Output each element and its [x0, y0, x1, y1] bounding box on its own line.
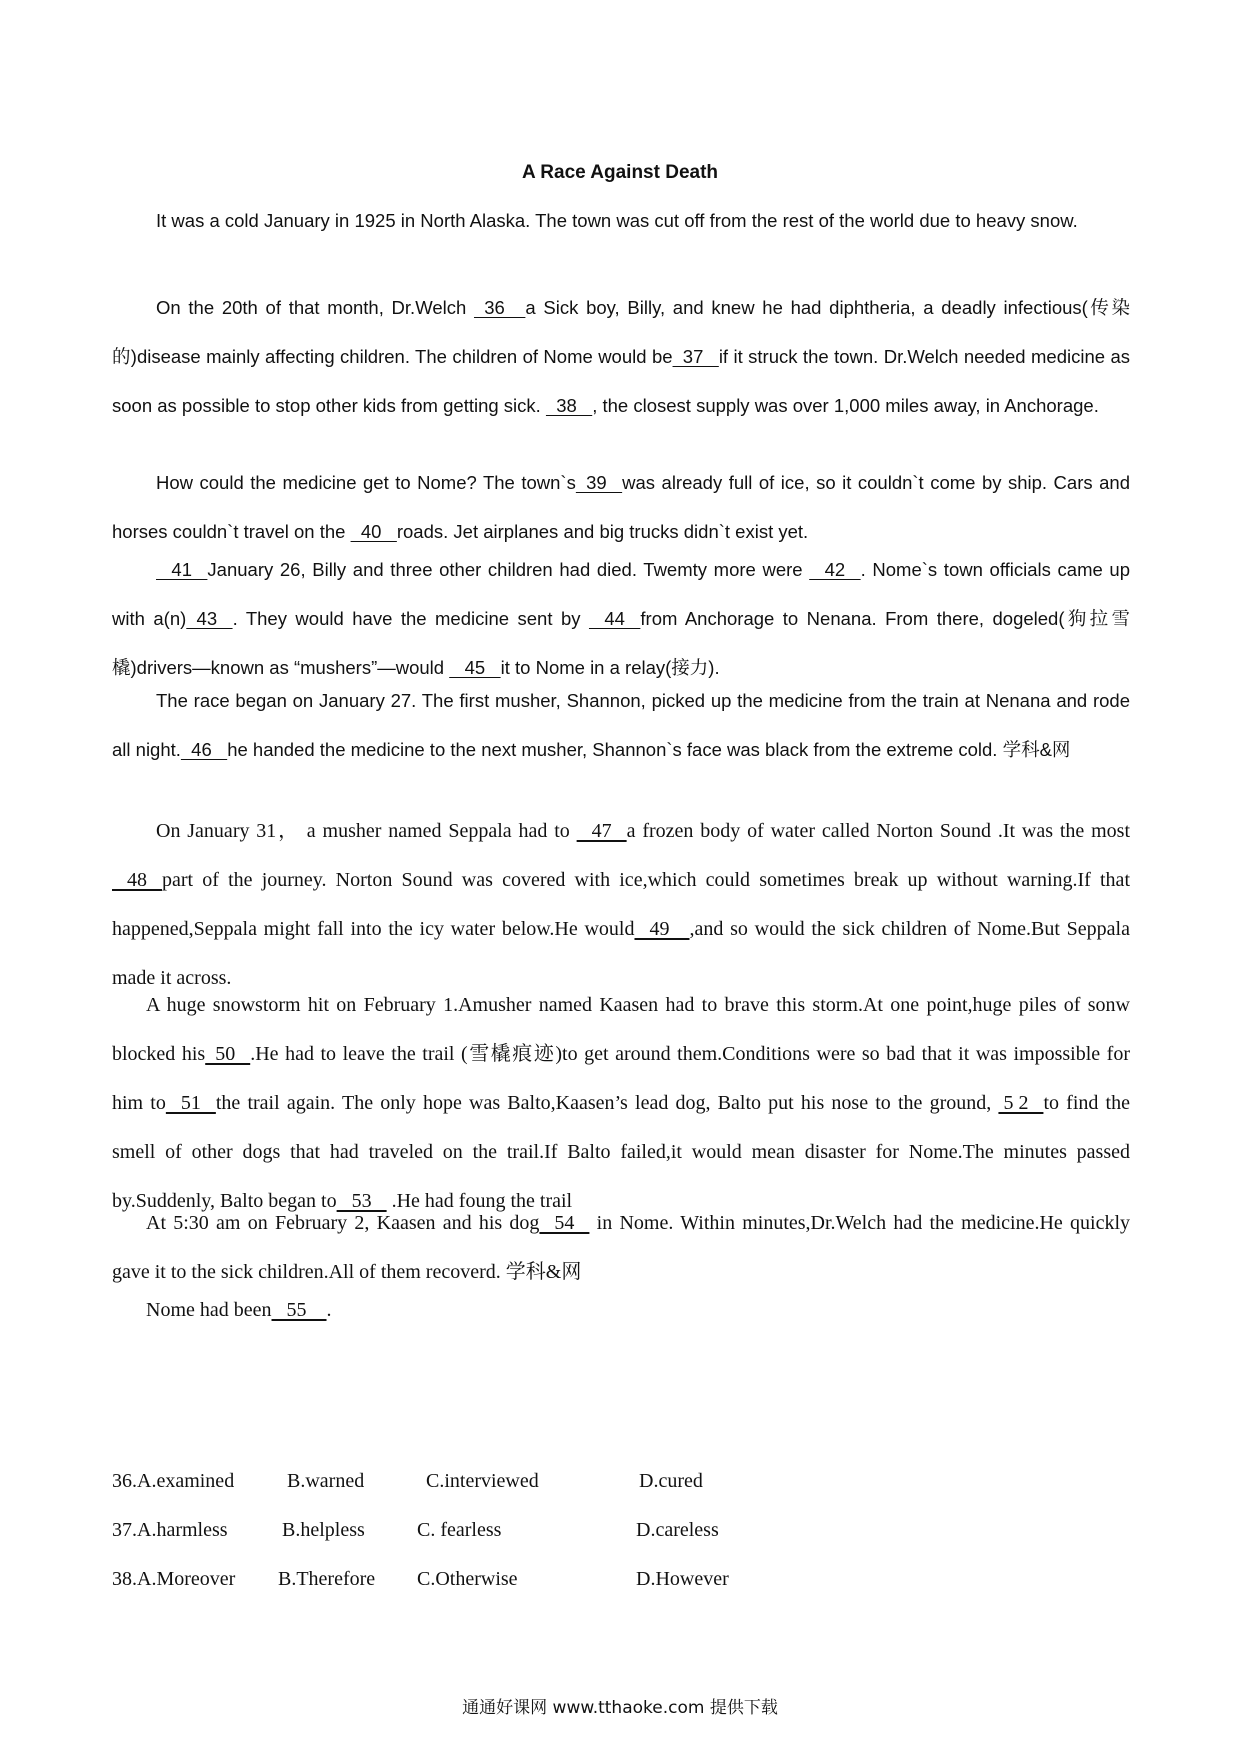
paragraph-text: if it struck the town. Dr.Welch needed medicine as soon as possible to stop other kids from getting sick. — [112, 346, 1130, 416]
paragraph-7 — [112, 981, 1130, 1226]
blank-52: 5 2 — [998, 1092, 1044, 1114]
paragraph-text: he handed the medicine to the next musher, Shannon`s face was black from the extreme cold. 学科&网 — [227, 739, 1071, 760]
paragraph-text: . Nome`s town officials came up with a(n) — [112, 559, 1130, 629]
paragraph-text: to find the smell of other dogs that had traveled on the trail.If Balto failed,it would mean disaster for Nome.The minutes passed by.Suddenly, Balto began to — [112, 1092, 1130, 1212]
option-d: D.cured — [639, 1470, 703, 1492]
page-footer: 通通好课网 www.tthaoke.com 提供下载 — [462, 1698, 778, 1718]
blank-43: 43 — [186, 608, 233, 629]
paragraph-text: .He had foung the trail — [386, 1190, 573, 1212]
paragraph-8 — [112, 1199, 1130, 1297]
option-d: D.However — [636, 1568, 729, 1590]
paragraph-1 — [112, 196, 1130, 245]
option-a: 36.A.examined — [112, 1470, 235, 1492]
paragraph-text: it to Nome in a relay(接力). — [500, 657, 720, 678]
blank-50: 50 — [205, 1043, 251, 1065]
question-36-options — [112, 1470, 1112, 1500]
blank-45: 45 — [449, 657, 501, 678]
blank-46: 46 — [180, 739, 228, 760]
blank-42: 42 — [809, 559, 861, 580]
paragraph-text: A huge snowstorm hit on February 1.Amusher named Kaasen had to brave this storm.At one point,huge piles of sonw blocked his — [112, 994, 1130, 1065]
paragraph-text: roads. Jet airplanes and big trucks didn`t exist yet. — [396, 521, 809, 542]
paragraph-text: ,and so would the sick children of Nome.But Seppala made it across. — [112, 918, 1130, 989]
option-b: B.helpless — [282, 1519, 365, 1541]
paragraph-text: from Anchorage to Nenana. From there, dogeled(狗拉雪橇)drivers—known as “mushers”—would — [112, 608, 1130, 678]
option-c: C.interviewed — [426, 1470, 539, 1492]
paragraph-text: How could the medicine get to Nome? The town`s — [156, 472, 576, 493]
paragraph-text: in Nome. Within minutes,Dr.Welch had the medicine.He quickly gave it to the sick children.All of them recoverd. 学科&网 — [112, 1212, 1130, 1283]
paragraph-text: The race began on January 27. The first musher, Shannon, picked up the medicine from the train at Nenana and rode all night. — [112, 690, 1130, 760]
option-d: D.careless — [636, 1519, 719, 1541]
option-a: 37.A.harmless — [112, 1519, 228, 1541]
paragraph-5 — [112, 676, 1130, 774]
option-b: B.Therefore — [278, 1568, 376, 1590]
paragraph-9 — [112, 1286, 1130, 1335]
paragraph-text: Nome had been — [146, 1299, 272, 1321]
blank-54: 54 — [539, 1212, 590, 1234]
paragraph-text: . — [326, 1299, 332, 1321]
blank-38: 38 — [545, 395, 593, 416]
paragraph-6 — [112, 807, 1130, 1003]
blank-55: 55 — [271, 1299, 327, 1321]
paragraph-text: It was a cold January in 1925 in North Alaska. The town was cut off from the rest of the world due to heavy snow. — [156, 210, 1078, 231]
paragraph-text: January 26, Billy and three other children had died. Twemty more were — [207, 559, 810, 580]
paragraph-text: At 5:30 am on February 2, Kaasen and his dog — [146, 1212, 540, 1234]
paragraph-4 — [112, 545, 1130, 692]
passage-title: A Race Against Death — [521, 162, 719, 183]
blank-47: 47 — [576, 820, 627, 842]
blank-48: 48 — [112, 869, 162, 891]
blank-49: 49 — [634, 918, 690, 940]
paragraph-text: . They would have the medicine sent by — [232, 608, 589, 629]
blank-37: 37 — [672, 346, 719, 367]
paragraph-text: , the closest supply was over 1,000 miles away, in Anchorage. — [592, 395, 1099, 416]
paragraph-text: .He had to leave the trail (雪橇痕迹)to get around them.Conditions were so bad that it was impossible for him to — [112, 1043, 1130, 1114]
paragraph-text: part of the journey. Norton Sound was covered with ice,which could sometimes break up without warning.If that happened,Seppala might fall into the icy water below.He would — [112, 869, 1130, 940]
blank-51: 51 — [165, 1092, 216, 1114]
question-38-options — [112, 1568, 1112, 1598]
paragraph-2 — [112, 283, 1130, 430]
blank-36: 36 — [473, 297, 526, 318]
blank-41: 41 — [156, 559, 208, 580]
paragraph-text: On the 20th of that month, Dr.Welch — [156, 297, 474, 318]
option-a: 38.A.Moreover — [112, 1568, 236, 1590]
blank-39: 39 — [575, 472, 623, 493]
paragraph-text: On January 31， a musher named Seppala had to — [156, 820, 577, 842]
question-37-options — [112, 1519, 1112, 1549]
paragraph-3 — [112, 458, 1130, 556]
paragraph-text: a frozen body of water called Norton Sound .It was the most — [626, 820, 1131, 842]
paragraph-text: was already full of ice, so it couldn`t come by ship. Cars and horses couldn`t travel on the — [112, 472, 1130, 542]
blank-44: 44 — [588, 608, 641, 629]
option-c: C.Otherwise — [417, 1568, 518, 1590]
paragraph-text: the trail again. The only hope was Balto,Kaasen’s lead dog, Balto put his nose to the ground, — [215, 1092, 999, 1114]
blank-40: 40 — [350, 521, 397, 542]
blank-53: 53 — [336, 1190, 387, 1212]
option-c: C. fearless — [417, 1519, 502, 1541]
option-b: B.warned — [287, 1470, 365, 1492]
paragraph-text: a Sick boy, Billy, and knew he had diphtheria, a deadly infectious(传染的)disease mainly affecting children. The children of Nome would be — [112, 297, 1130, 367]
